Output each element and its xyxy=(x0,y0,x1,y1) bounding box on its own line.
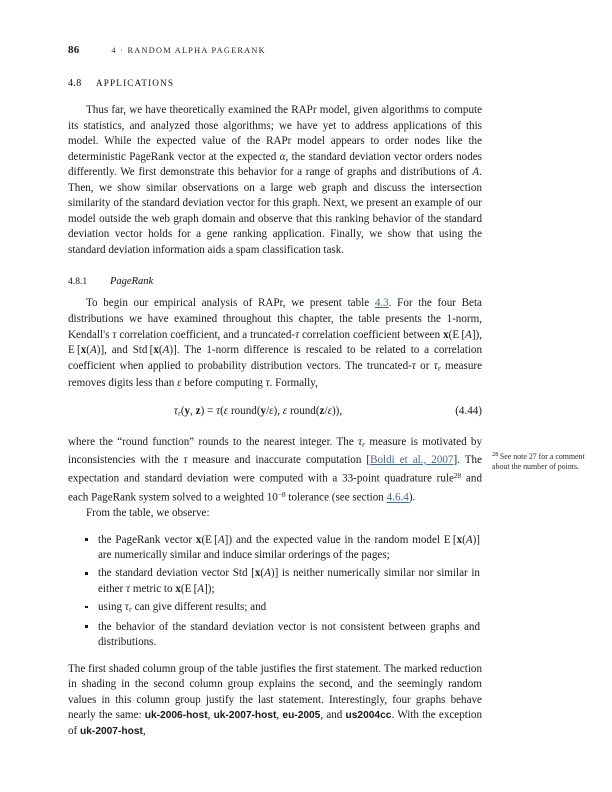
equation-lhs-subscript: ε xyxy=(177,409,181,419)
closing-text-b: . With the exception of xyxy=(68,709,483,737)
bullet2-text-d: ; xyxy=(211,582,215,595)
section-heading xyxy=(68,78,482,89)
ae-text-c: measure and inaccurate computation [ xyxy=(192,453,371,466)
intro-text-a: Thus far, we have theoretically examined the RAPr model, given algorithms to compute its statistics, and analyzed those algorithms; we have yet to address applications of this model. While the expected value of the RAPr model appears to order nodes like the deterministic PageRank vector at the expected xyxy=(68,104,482,163)
observations-list xyxy=(68,533,482,651)
intro-text-b: , the standard deviation vector orders nodes differently. We first demonstrate this behavior for a range of graphs and distributions of xyxy=(68,150,482,179)
equation-number: (4.44) xyxy=(455,405,482,418)
paragraph-closing: The first shaded column group of the table justifies the first statement. The marked reduction in shading in the second column group explains the second, and the seemingly random values in this column group justify the last statement. Interestingly, four graphs behave nearly the same: uk-2006-host, uk-2007-host, eu-2005, and us2004cc. With the exception of uk-2007-host, xyxy=(68,662,483,737)
ae-text-g: ). xyxy=(408,491,416,504)
pr-text-f: or xyxy=(420,359,430,372)
symbol-tau-1: τ xyxy=(112,328,117,341)
graph-name-us2004cc: us2004cc xyxy=(345,710,392,722)
bullet3-text-a: using xyxy=(98,601,123,614)
symbol-tau-6: τ xyxy=(126,582,131,595)
intro-text-c: . Then, we show similar observations on a large web graph and discuss the intersection similarity of the standard deviation vector for this graph. Next, we present an example of our model outside the web graph domain and observe that this ranking behavior of the standard deviation vector holds for a gene ranking application. Finally, we show that using the standard deviation information aids a spam classification task. xyxy=(68,166,482,256)
paragraph-observe-intro: From the table, we observe: xyxy=(86,507,210,520)
symbol-tau-4: τ xyxy=(265,376,270,389)
pr-text-h: before computing xyxy=(184,376,263,389)
graph-name-uk2007host-2: uk-2007-host xyxy=(80,726,143,737)
ae-text-b: measure is motivated by inconsistencies with the xyxy=(68,436,482,466)
bullet-icon xyxy=(85,572,88,575)
margin-note-text: See note 27 for a comment about the number of points. xyxy=(492,452,585,472)
citation-link[interactable]: Boldi et al., 2007 xyxy=(370,453,454,466)
list-item: the standard deviation vector Std [x(A)] is neither numerically similar nor similar in either τ metric to x(E [A]); xyxy=(98,566,482,597)
bullet-icon xyxy=(85,625,88,628)
symbol-eps-1: ε xyxy=(177,376,182,389)
symbol-tau-5: τ xyxy=(183,453,188,466)
running-head xyxy=(68,40,488,54)
bullet-icon xyxy=(85,606,88,609)
bullet1-text-b: and the expected value in the random model xyxy=(235,533,440,546)
list-item: using $\tau_\varepsilon$ can give different results; and xyxy=(98,600,482,617)
list-item: the PageRank vector x(E [A]) and the expected value in the random model E [x(A)] are numerically similar and induce similar orderings of the pages; xyxy=(98,533,482,564)
display-equation xyxy=(68,405,482,422)
bullet2-text-a: the standard deviation vector Std xyxy=(98,567,248,580)
bullet3-text-b: can give different results; and xyxy=(134,601,267,614)
section-title: APPLICATIONS xyxy=(96,78,175,88)
pr-text-a: To begin our empirical analysis of RAPr, we present table xyxy=(86,297,370,310)
bullet-icon xyxy=(85,538,88,541)
bullet2-text-b: is neither numerically similar nor similar in either xyxy=(98,567,480,595)
text-column xyxy=(68,78,482,740)
closing-text-c: , xyxy=(142,725,146,737)
symbol-tau-3: τ xyxy=(411,359,416,372)
symbol-tau-eps: ε xyxy=(437,363,441,373)
bullet4-text: the behavior of the standard deviation vector is not consistent between graphs and distributions. xyxy=(98,620,480,649)
ae-text-a: where the “round function” rounds to the nearest integer. The xyxy=(68,436,354,449)
margin-note xyxy=(492,450,604,473)
section-cross-reference[interactable]: 4.6.4 xyxy=(386,491,409,504)
equation-lhs-tau: τ xyxy=(173,405,178,418)
symbol-tau-2: τ xyxy=(295,328,300,341)
section-number: 4.8 xyxy=(68,78,82,89)
pr-text-d: correlation coefficient between xyxy=(302,328,441,341)
subsection-heading xyxy=(68,276,482,287)
list-item xyxy=(98,620,482,651)
graph-name-uk2007host: uk-2007-host xyxy=(213,710,277,722)
bullet2-text-c: metric to xyxy=(132,582,173,595)
paragraph-pagerank: To begin our empirical analysis of RAPr, we present table 4.3. For the four Beta distributions we have examined throughout this chapter, the table presents the 1-norm, Kendall's τ correlation coefficient, and a truncated-τ correlation coefficient between x(E [A]), E [x(A)], and Std [x(A)]. The 1-norm difference is rescaled to be related to a correlation coefficient when applied to probability distribution vectors. The truncated-τ or $\tau_\varepsilon$ measure removes digits less than ε before computing τ. Formally, xyxy=(68,297,483,389)
paragraph-intro xyxy=(68,103,482,258)
table-cross-reference[interactable]: 4.3 xyxy=(374,297,389,310)
symbol-A: A xyxy=(472,166,480,179)
pr-text-i: . Formally, xyxy=(269,376,318,389)
margin-note-marker: 28 xyxy=(492,451,499,458)
graph-name-eu2005: eu-2005 xyxy=(282,710,321,722)
graph-name-uk2006host: uk-2006-host xyxy=(144,710,208,722)
ae-text-d: ]. The expectation and standard deviation were computed with a 33-point quadrature rule xyxy=(68,453,482,485)
subsection-title: PageRank xyxy=(110,276,154,288)
pr-text-g: measure removes digits less than xyxy=(68,359,483,389)
symbol-alpha: α xyxy=(279,150,286,163)
ae-text-e: and each PageRank system solved to a weighted 10 xyxy=(68,472,482,504)
running-chapter-title: 4 · RANDOM ALPHA PAGERANK xyxy=(111,46,266,55)
pr-text-b: . For the four Beta distributions we have examined throughout this chapter, the table presents the 1-norm, Kendall's xyxy=(68,297,482,341)
bullet1-text-c: are numerically similar and induce similar orderings of the pages; xyxy=(98,549,390,562)
pr-text-c: correlation coefficient, and a truncated- xyxy=(119,328,296,341)
footnote-marker[interactable]: 28 xyxy=(453,471,462,481)
bullet1-text-a: the PageRank vector xyxy=(98,533,193,546)
closing-text-a: The first shaded column group of the table justifies the first statement. The marked reduction in shading in the second column group explains the second, and the seemingly random values in this column group justify the last statement. Interestingly, four graphs behave nearly the same: xyxy=(68,662,482,722)
subsection-number: 4.8.1 xyxy=(68,276,88,288)
pr-text-e: . The 1-norm difference is rescaled to be related to a correlation coefficient when applied to probability distribution vectors. The truncated- xyxy=(68,344,482,372)
paragraph-after-equation: where the “round function” rounds to the nearest integer. The $\tau_\varepsilon$ measure is motivated by inconsistencies with the τ measure and inaccurate computation [Boldi et al., 2007]. The expectation and standard deviation were computed with a 33-point quadrature rule$^{28}$ and each PageRank system solved to a weighted $10^{-8}$ tolerance (see section 4.6.4). xyxy=(68,436,482,504)
equation-body: $\tau_\varepsilon(y$, z) = τ(ε round(y/ε), ε round(z/ε)), xyxy=(173,405,343,419)
tolerance-exponent: −8 xyxy=(277,490,286,500)
equation-equals: = xyxy=(207,405,214,418)
ae-text-f: tolerance (see section xyxy=(288,491,384,504)
page-folio: 86 xyxy=(68,44,80,56)
